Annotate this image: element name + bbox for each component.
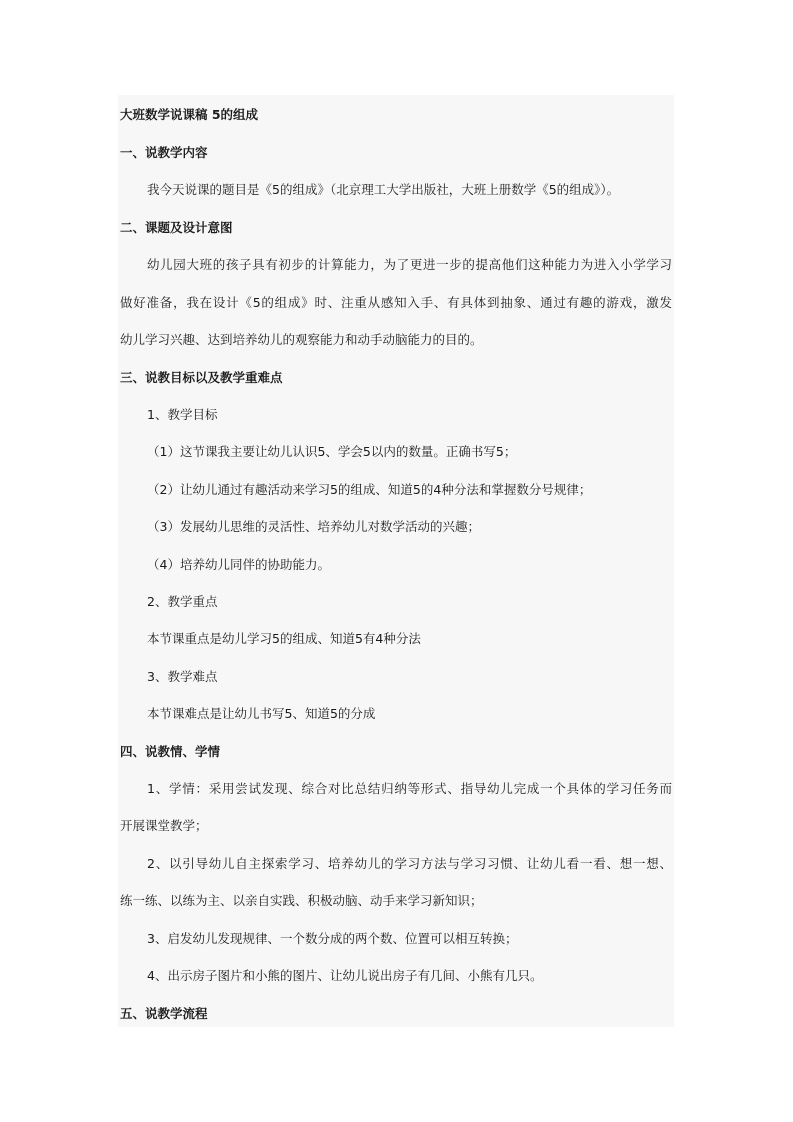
subheading-teaching-goals: 1、教学目标 [147,407,218,422]
document-title: 大班数学说课稿 5的组成 [120,107,259,122]
paragraph-line: 本节课重点是幼儿学习5的组成、知道5有4种分法 [147,631,421,646]
section-heading-1: 一、说教学内容 [120,145,208,160]
subheading-key-points: 2、教学重点 [147,594,218,609]
section-heading-5: 五、说教学流程 [120,1006,208,1021]
section-heading-3: 三、说教目标以及教学重难点 [120,370,283,385]
paragraph-line: 3、启发幼儿发现规律、一个数分成的两个数、位置可以相互转换； [147,931,518,946]
paragraph-line: 4、出示房子图片和小熊的图片、让幼儿说出房子有几间、小熊有几只。 [147,968,543,983]
paragraph-line: 做好准备，我在设计《5的组成》时、注重从感知入手、有具体到抽象、通过有趣的游戏，激发 [120,295,672,310]
paragraph-line: 开展课堂教学； [120,818,208,833]
section-heading-2: 二、课题及设计意图 [120,220,233,235]
paragraph-line: 1、学情：采用尝试发现、综合对比总结归纳等形式、指导幼儿完成一个具体的学习任务而 [147,781,672,796]
goal-item-1: （1）这节课我主要让幼儿认识5、学会5以内的数量。正确书写5； [147,444,517,459]
paragraph-line: 练一练、以练为主、以亲自实践、积极动脑、动手来学习新知识； [120,893,483,908]
goal-item-3: （3）发展幼儿思维的灵活性、培养幼儿对数学活动的兴趣； [147,519,480,534]
paragraph-line: 本节课难点是让幼儿书写5、知道5的分成 [147,706,376,721]
subheading-difficulties: 3、教学难点 [147,669,218,684]
paragraph-line: 我今天说课的题目是《5的组成》（北京理工大学出版社，大班上册数学《5的组成》）。 [147,182,620,197]
paragraph-line: 2、以引导幼儿自主探索学习、培养幼儿的学习方法与学习习惯、让幼儿看一看、想一想、 [147,856,672,871]
goal-item-2: （2）让幼儿通过有趣活动来学习5的组成、知道5的4种分法和掌握数分号规律； [147,482,592,497]
goal-item-4: （4）培养幼儿同伴的协助能力。 [147,557,330,572]
paragraph-line: 幼儿学习兴趣、达到培养幼儿的观察能力和动手动脑能力的目的。 [120,332,483,347]
paragraph-line: 幼儿园大班的孩子具有初步的计算能力，为了更进一步的提高他们这种能力为进入小学学习 [147,257,672,272]
section-heading-4: 四、说教情、学情 [120,744,221,759]
